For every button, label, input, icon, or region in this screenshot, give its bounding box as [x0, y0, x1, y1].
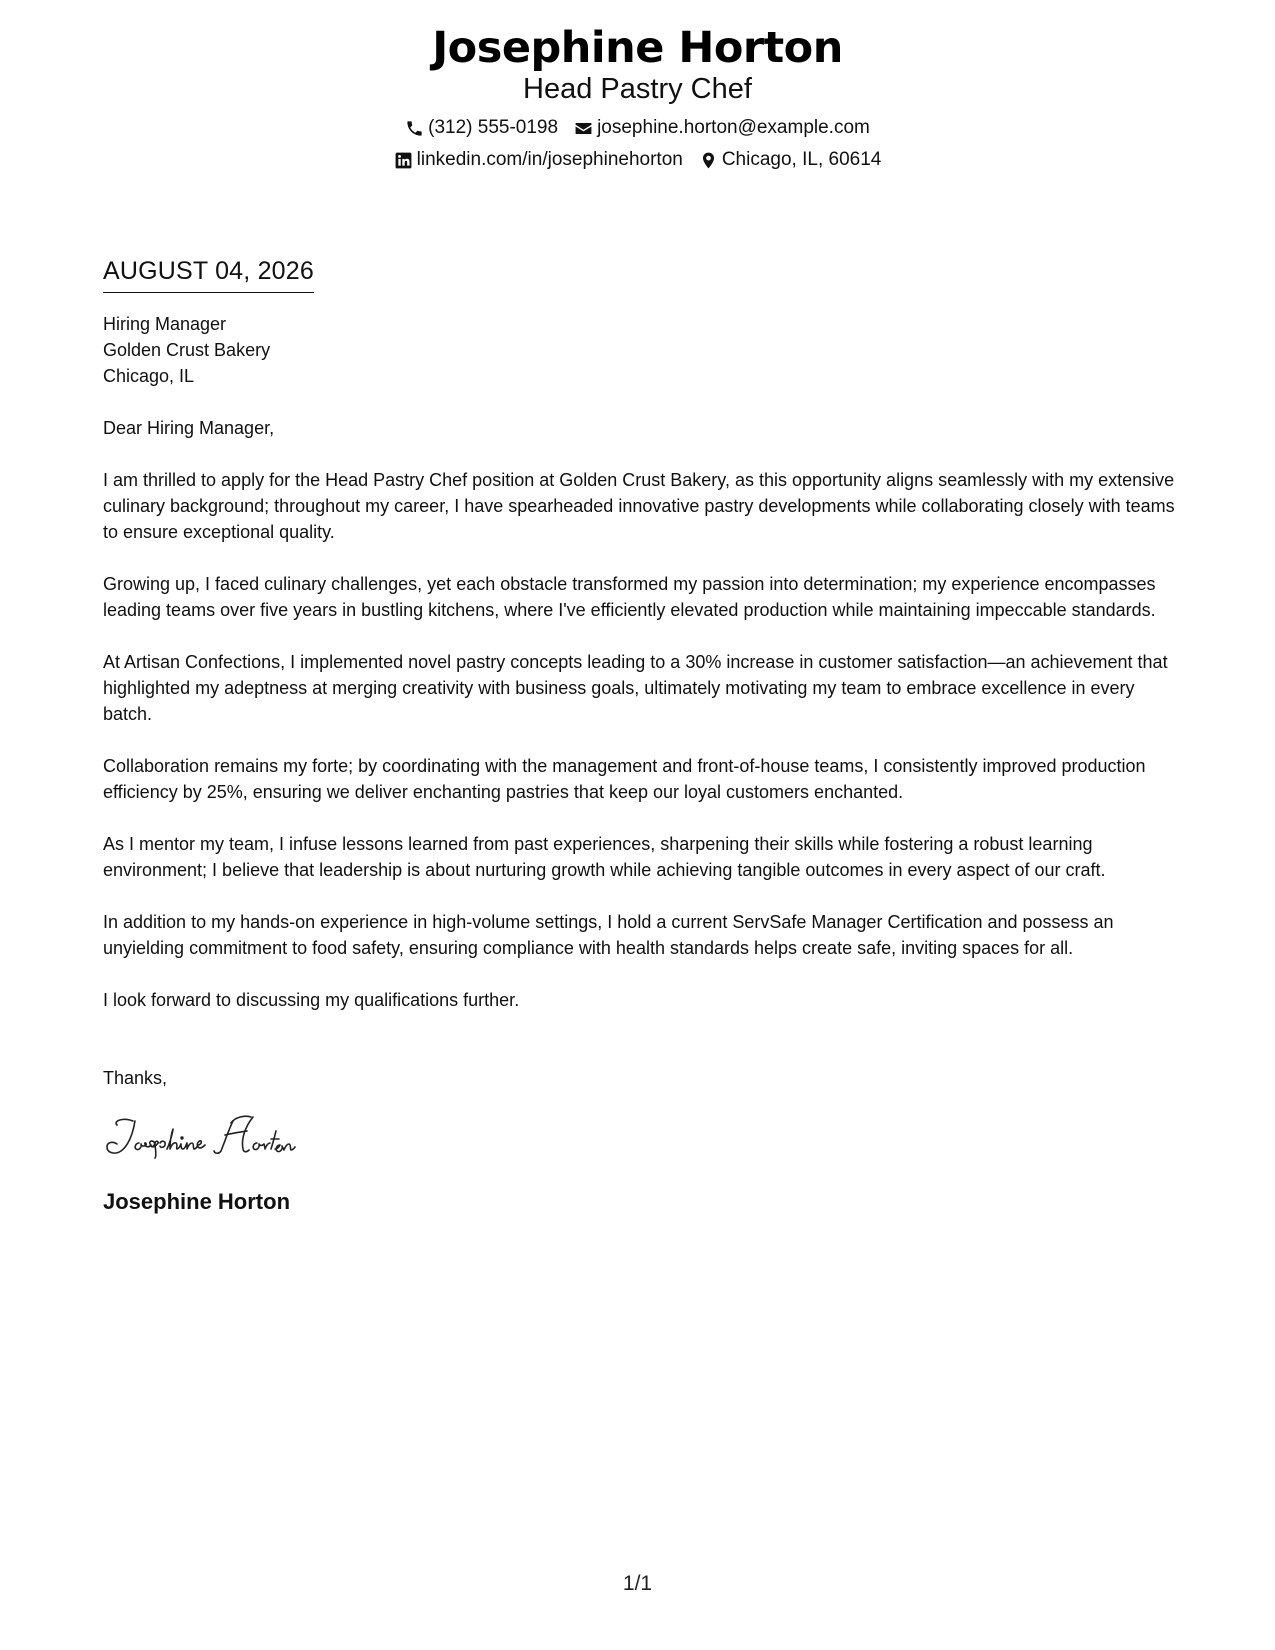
salutation: Dear Hiring Manager,: [103, 418, 275, 438]
applicant-name: Josephine Horton: [432, 23, 843, 73]
envelope-icon: [574, 119, 593, 138]
map-pin-icon: [699, 151, 718, 170]
phone-text: (312) 555-0198: [428, 117, 559, 138]
paragraph: Growing up, I faced culinary challenges, yet each obstacle transformed my passion into determination; my experience encompasses leading teams over five years in bustling kitchens, where I've efficiently elevated production while maintaining impeccable standards.: [103, 574, 1156, 620]
recipient-line: Golden Crust Bakery: [103, 340, 271, 360]
paragraph: At Artisan Confections, I implemented novel pastry concepts leading to a 30% increase in customer satisfaction—an achievement that highlighted my adeptness at merging creativity with business goals, ultimately motivating my team to embrace excellence in every batch.: [103, 652, 1168, 724]
phone-icon: [405, 119, 424, 138]
letter-date: AUGUST 04, 2026: [103, 256, 314, 293]
email-text: josephine.horton@example.com: [597, 117, 870, 138]
recipient-line: Chicago, IL: [103, 366, 195, 386]
paragraph: Collaboration remains my forte; by coordinating with the management and front-of-house teams, I consistently improved production efficiency by 25%, ensuring we deliver enchanting pastries that keep our loyal customers enchanted.: [103, 756, 1146, 802]
location-contact: [699, 148, 882, 172]
email-contact: [574, 116, 870, 140]
paragraph: I look forward to discussing my qualifications further.: [103, 990, 520, 1010]
letter-header: [0, 22, 1275, 172]
linkedin-icon: [394, 151, 413, 170]
paragraph: As I mentor my team, I infuse lessons learned from past experiences, sharpening their skills while fostering a robust learning environment; I believe that leadership is about nurturing growth while achieving tangible outcomes in every aspect of our craft.: [103, 834, 1106, 880]
recipient-block: [103, 311, 1183, 389]
signer-name: Josephine Horton: [103, 1189, 291, 1214]
paragraph: I am thrilled to apply for the Head Pastry Chef position at Golden Crust Bakery, as this opportunity aligns seamlessly with my extensive culinary background; throughout my career, I have spearheaded innovative pastry developments while collaborating closely with teams to ensure exceptional quality.: [103, 470, 1175, 542]
location-text: Chicago, IL, 60614: [721, 149, 882, 170]
applicant-title: Head Pastry Chef: [523, 73, 752, 105]
contact-row-1: [0, 116, 1275, 140]
paragraph: In addition to my hands-on experience in high-volume settings, I hold a current ServSafe Manager Certification and possess an unyielding commitment to food safety, ensuring compliance with health standards helps create safe, inviting spaces for all.: [103, 912, 1114, 958]
linkedin-text: linkedin.com/in/josephinehorton: [416, 149, 683, 170]
phone-contact: [405, 116, 558, 140]
signature-image: [103, 1109, 373, 1165]
letter-body: [103, 256, 1183, 1216]
page-number: 1/1: [622, 1572, 653, 1595]
closing: Thanks,: [103, 1068, 168, 1088]
recipient-line: Hiring Manager: [103, 314, 227, 334]
contact-row-2: [0, 148, 1275, 172]
linkedin-contact: [394, 148, 683, 172]
